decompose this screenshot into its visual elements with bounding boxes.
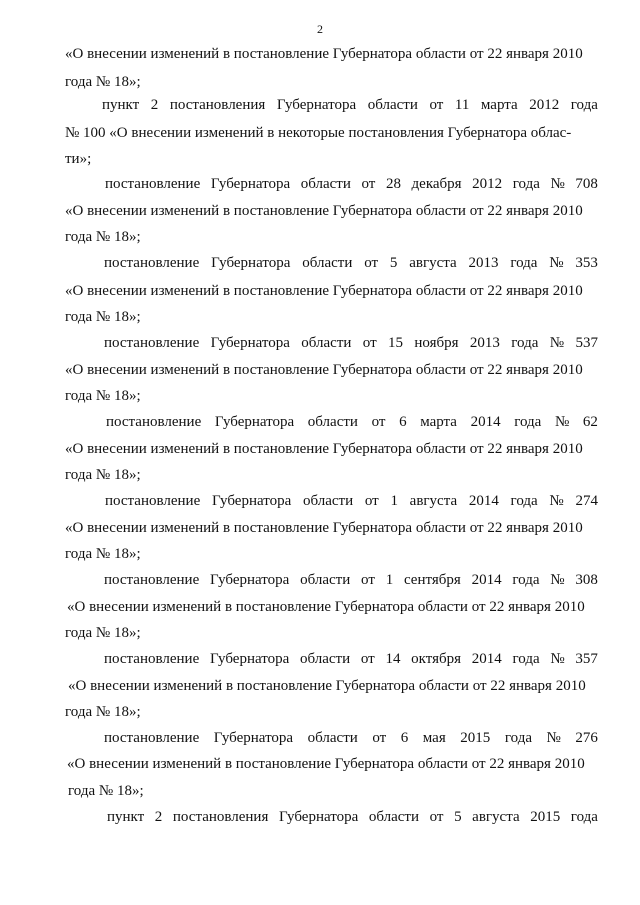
paragraph-first-line: постановление Губернатора области от 6 марта 2014 года № 62 — [106, 414, 598, 430]
paragraph-line: № 100 «О внесении изменений в некоторые постановления Губернатора облас- — [65, 125, 572, 141]
paragraph-line: года № 18»; — [65, 388, 141, 404]
paragraph-first-line: постановление Губернатора области от 6 мая 2015 года № 276 — [104, 730, 598, 746]
paragraph-first-line: постановление Губернатора области от 14 октября 2014 года № 357 — [104, 651, 598, 667]
paragraph-line: «О внесении изменений в постановление Губернатора области от 22 января 2010 — [65, 203, 583, 219]
paragraph-line: года № 18»; — [65, 309, 141, 325]
paragraph-line: «О внесении изменений в постановление Губернатора области от 22 января 2010 — [65, 520, 583, 536]
paragraph-first-line: постановление Губернатора области от 5 августа 2013 года № 353 — [104, 255, 598, 271]
paragraph-first-line: постановление Губернатора области от 15 ноября 2013 года № 537 — [104, 335, 598, 351]
paragraph-first-line: постановление Губернатора области от 28 декабря 2012 года № 708 — [105, 176, 598, 192]
paragraph-line: «О внесении изменений в постановление Губернатора области от 22 января 2010 — [67, 756, 585, 772]
paragraph-line: года № 18»; — [65, 625, 141, 641]
paragraph-line: «О внесении изменений в постановление Губернатора области от 22 января 2010 — [65, 46, 583, 62]
paragraph-line: года № 18»; — [65, 74, 141, 90]
paragraph-line: года № 18»; — [65, 704, 141, 720]
paragraph-line: года № 18»; — [65, 467, 141, 483]
paragraph-first-line: постановление Губернатора области от 1 августа 2014 года № 274 — [105, 493, 598, 509]
paragraph-line: «О внесении изменений в постановление Губернатора области от 22 января 2010 — [67, 599, 585, 615]
paragraph-line: ти»; — [65, 151, 92, 167]
paragraph-line: года № 18»; — [65, 546, 141, 562]
paragraph-line: «О внесении изменений в постановление Губернатора области от 22 января 2010 — [65, 441, 583, 457]
paragraph-first-line: пункт 2 постановления Губернатора области от 11 марта 2012 года — [102, 97, 598, 113]
paragraph-first-line: пункт 2 постановления Губернатора области от 5 августа 2015 года — [107, 809, 598, 825]
paragraph-line: года № 18»; — [68, 783, 144, 799]
paragraph-line: «О внесении изменений в постановление Губернатора области от 22 января 2010 — [65, 283, 583, 299]
paragraph-line: «О внесении изменений в постановление Губернатора области от 22 января 2010 — [65, 362, 583, 378]
page-number: 2 — [317, 22, 323, 36]
paragraph-line: «О внесении изменений в постановление Губернатора области от 22 января 2010 — [68, 678, 586, 694]
paragraph-line: года № 18»; — [65, 229, 141, 245]
paragraph-first-line: постановление Губернатора области от 1 сентября 2014 года № 308 — [104, 572, 598, 588]
